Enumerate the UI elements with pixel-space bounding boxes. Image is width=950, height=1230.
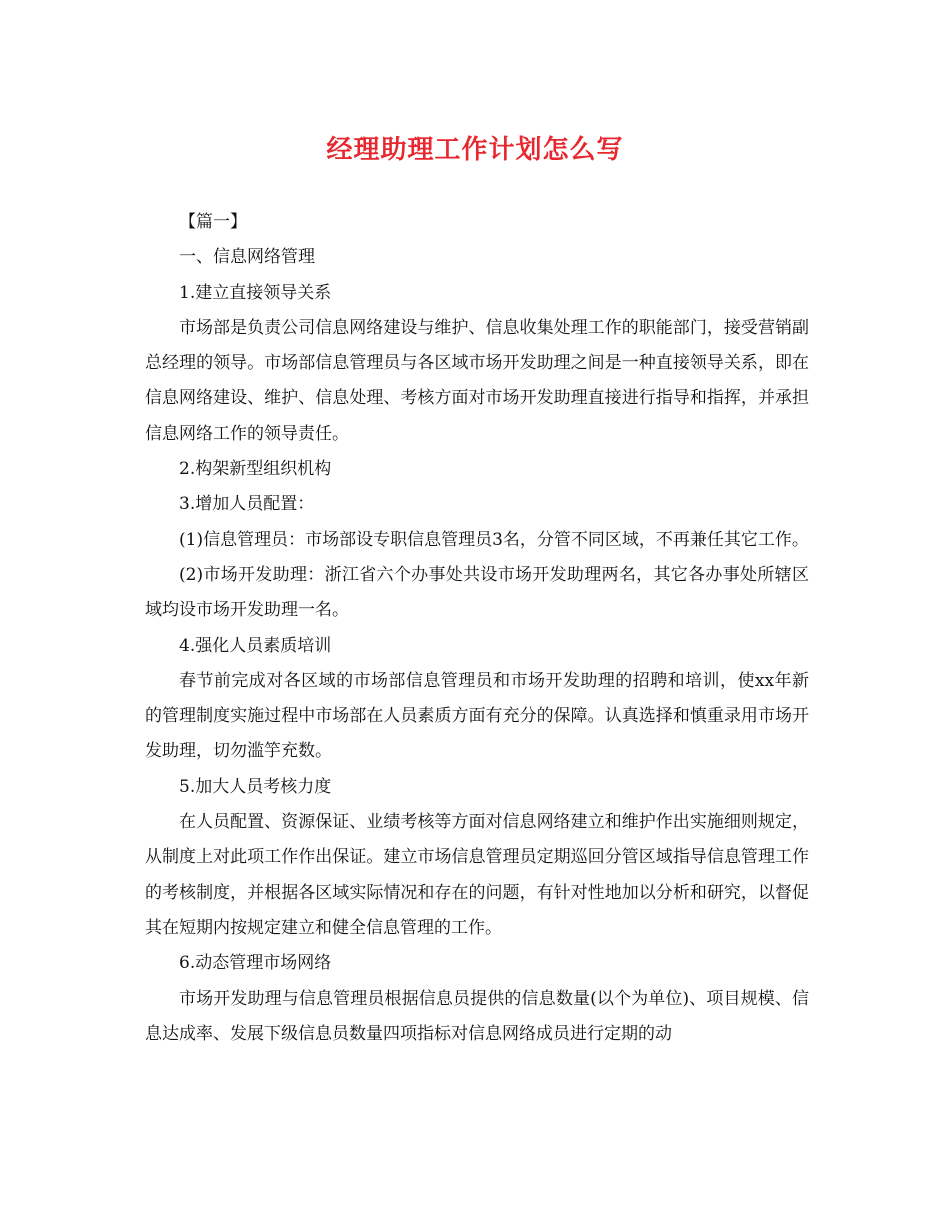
paragraph-training-description: 春节前完成对各区域的市场部信息管理员和市场开发助理的招聘和培训，使xx年新的管理制度实施过程中市场部在人员素质方面有充分的保障。认真选择和慎重录用市场开发助理，切勿滥竽充数。 [145,670,809,762]
subheading-direct-leadership: 1.建立直接领导关系 [179,282,332,303]
document-title: 经理助理工作计划怎么写 [326,135,624,165]
paragraph-section-label: 【篇一】 [179,212,247,232]
document-body [145,205,809,1052]
heading-info-network-management: 一、信息网络管理 [179,247,315,268]
paragraph-leadership-description: 市场部是负责公司信息网络建设与维护、信息收集处理工作的职能部门，接受营销副总经理的领导。市场部信息管理员与各区域市场开发助理之间是一种直接领导关系，即在信息网络建设、维护、信息处理、考核方面对市场开发助理直接进行指导和指挥，并承担信息网络工作的领导责任。 [145,317,809,444]
subheading-staff-allocation: 3.增加人员配置： [179,494,315,515]
subheading-new-organization: 2.构架新型组织机构 [179,459,332,480]
paragraph-market-assistant: (2)市场开发助理：浙江省六个办事处共设市场开发助理两名，其它各办事处所辖区域均设市场开发助理一名。 [145,564,809,621]
subheading-staff-assessment: 5.加大人员考核力度 [179,776,332,797]
paragraph-assessment-description: 在人员配置、资源保证、业绩考核等方面对信息网络建立和维护作出实施细则规定，从制度上对此项工作作出保证。建立市场信息管理员定期巡回分管区域指导信息管理工作的考核制度，并根据各区域实际情况和存在的问题，有针对性地加以分析和研究，以督促其在短期内按规定建立和健全信息管理的工作。 [145,812,809,938]
paragraph-dynamic-management: 市场开发助理与信息管理员根据信息员提供的信息数量(以个为单位)、项目规模、信息达成率、发展下级信息员数量四项指标对信息网络成员进行定期的动 [145,988,809,1044]
subheading-dynamic-management: 6.动态管理市场网络 [179,953,332,974]
paragraph-info-manager: (1)信息管理员：市场部设专职信息管理员3名，分管不同区域，不再兼任其它工作。 [179,529,809,550]
subheading-staff-training: 4.强化人员素质培训 [179,635,332,656]
